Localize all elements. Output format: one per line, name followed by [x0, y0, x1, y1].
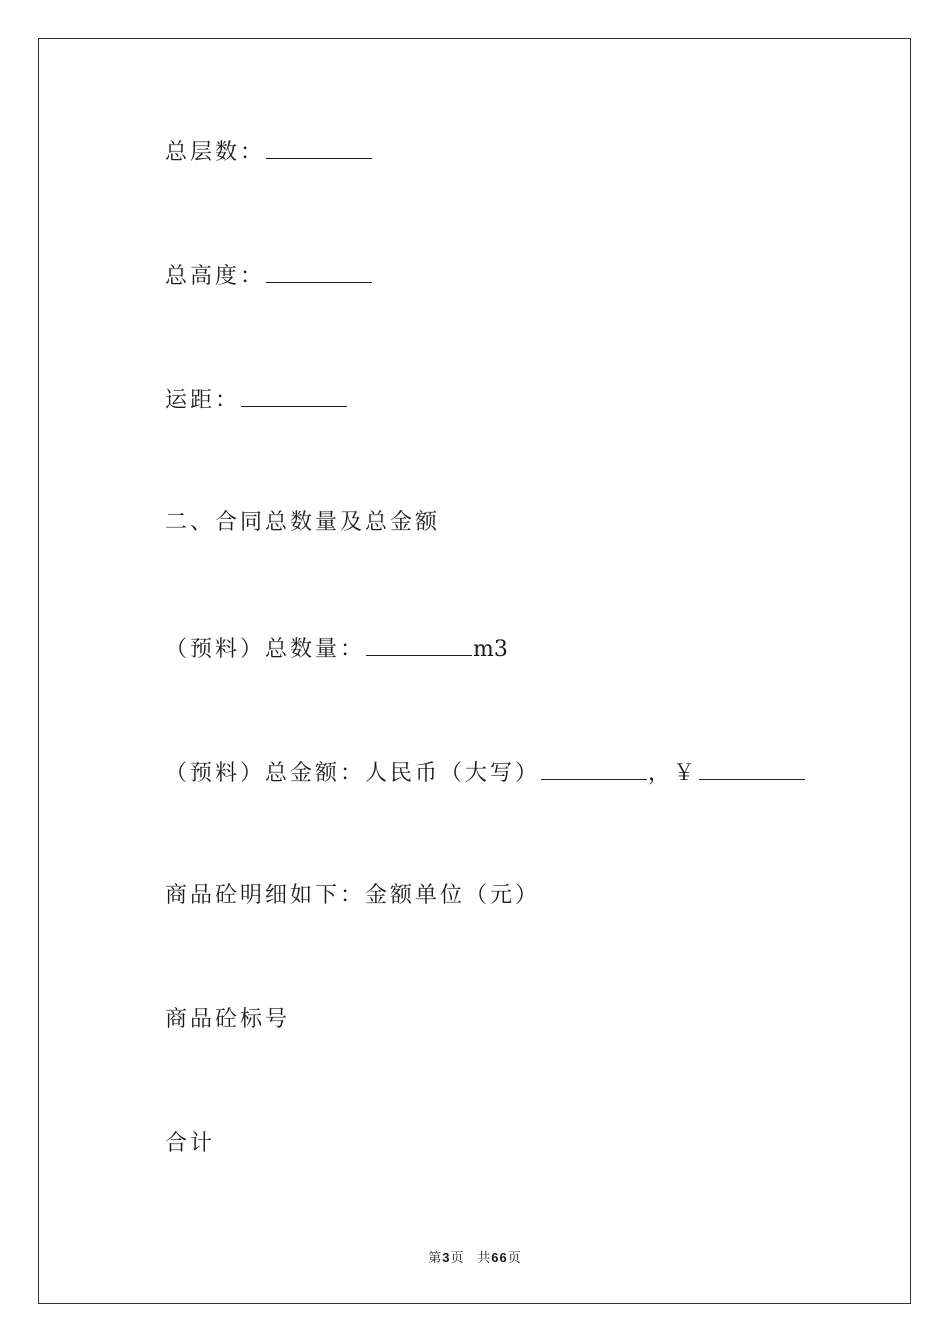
amount-numeric-blank	[699, 757, 805, 780]
total-pages-number: 66	[491, 1250, 508, 1265]
concrete-grade-row	[165, 1005, 290, 1035]
section-two-heading-text: 二、合同总数量及总金额	[165, 510, 441, 535]
estimated-amount-label: （预料）总金额：人民币（大写）	[165, 761, 541, 786]
current-page-number: 3	[442, 1250, 451, 1265]
estimated-quantity-label: （预料）总数量：	[165, 637, 366, 662]
footer-total-suffix: 页	[507, 1250, 522, 1265]
footer-prefix: 第	[428, 1250, 443, 1265]
total-floors-blank	[266, 136, 372, 159]
total-height-row	[165, 260, 373, 292]
section-two-heading	[165, 508, 440, 538]
estimated-quantity-unit: m3	[473, 637, 508, 662]
footer-page-word: 页	[450, 1250, 465, 1265]
amount-separator: ，￥	[648, 761, 699, 786]
haul-distance-label: 运距：	[165, 388, 241, 413]
estimated-quantity-blank	[366, 633, 472, 656]
total-height-label: 总高度：	[165, 264, 266, 289]
page-border	[38, 38, 911, 1304]
haul-distance-blank	[241, 384, 347, 407]
total-floors-row	[165, 136, 373, 168]
concrete-grade-label: 商品砼标号	[165, 1007, 291, 1032]
concrete-details-label: 商品砼明细如下：金额单位（元）	[165, 883, 541, 908]
page-footer	[0, 1247, 950, 1266]
footer-total-prefix: 共	[477, 1250, 492, 1265]
haul-distance-row	[165, 384, 348, 416]
amount-chinese-blank	[541, 757, 647, 780]
total-height-blank	[266, 260, 372, 283]
concrete-details-row	[165, 881, 540, 911]
total-floors-label: 总层数：	[165, 140, 266, 165]
total-label: 合计	[165, 1131, 216, 1156]
total-row	[165, 1129, 215, 1159]
estimated-amount-row	[165, 757, 806, 789]
estimated-quantity-row	[165, 633, 508, 665]
